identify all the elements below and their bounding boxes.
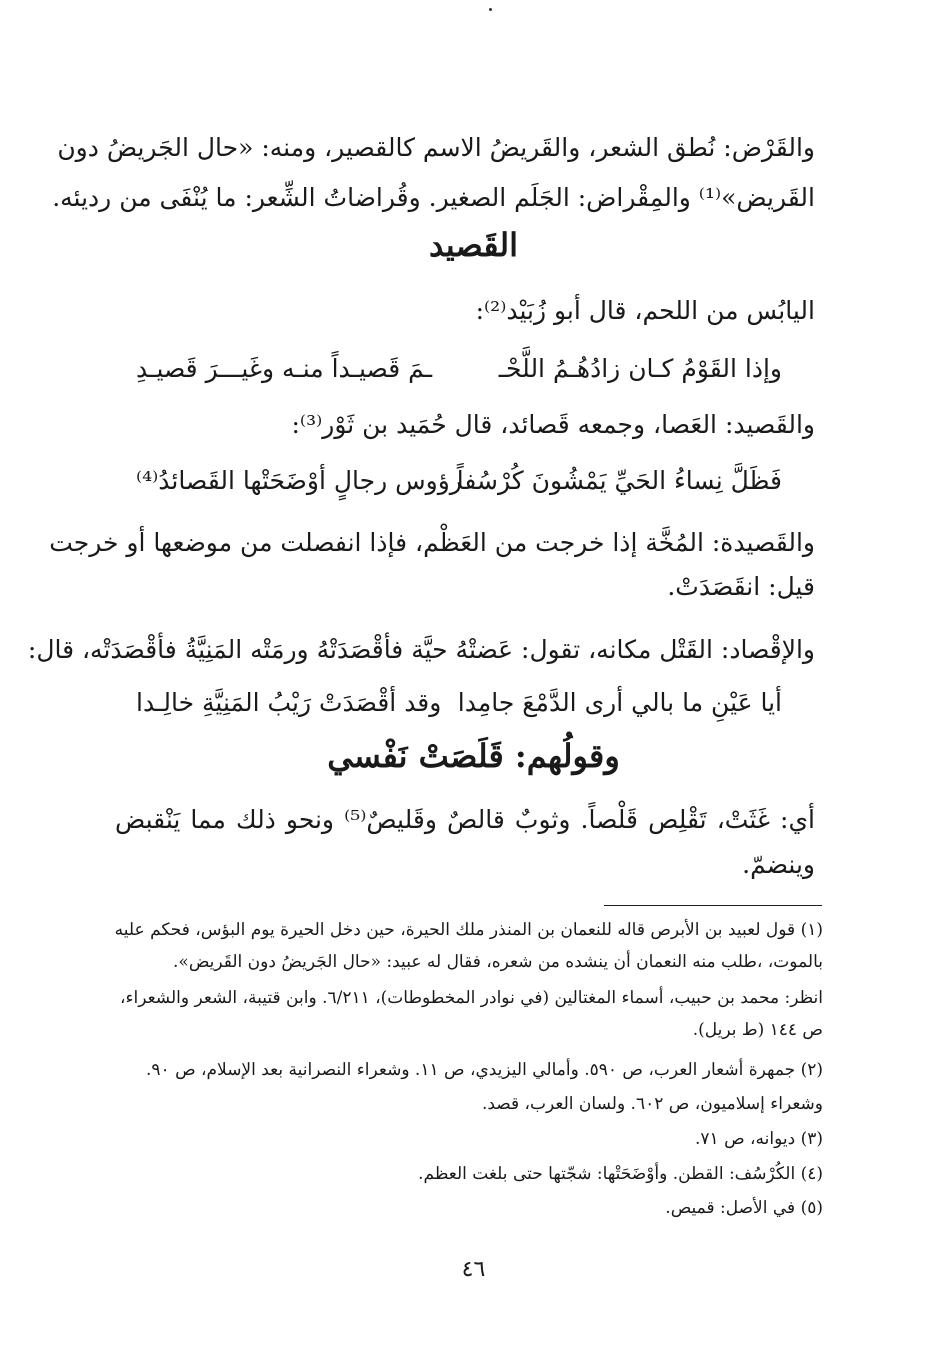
verse-1-second-hemistich: ـمَ قَصيـداً منـه وغَيـــرَ قَصيـدِ <box>136 354 433 383</box>
footnote-4: (٤) الكُرْسُف: القطن. وأوْضَحَتْها: شجّتها حتى بلغت العظم. <box>418 1164 823 1184</box>
verse-1-first-hemistich: وإذا القَوْمُ كـان زادُهُـمُ اللَّحْـ <box>498 354 782 383</box>
paragraph-asa: والقَصيد: العَصا، وجمعه قَصائد، قال حُمَيد بن ثَوْر⁽³⁾: <box>291 410 815 439</box>
paragraph-mukhkha-line-1: والقَصيدة: المُخَّة إذا خرجت من العَظْم، فإذا انفصلت من موضعها أو خرجت <box>49 528 815 557</box>
footnote-2-line-2: وشعراء إسلاميون، ص ٦٠٢. ولسان العرب، قصد. <box>481 1094 823 1114</box>
paragraph-ghathat-line-1: أي: غَثَتْ، تَقْلِص قَلْصاً. وثوبٌ قالصٌ وقَليصٌ⁽⁵⁾ ونحو ذلك مما يَنْقبض <box>115 805 815 834</box>
paragraph-yabis: اليابُس من اللحم، قال أبو زُبَيْد⁽²⁾: <box>475 296 815 325</box>
footnote-5: (٥) في الأصل: قميص. <box>665 1198 823 1218</box>
page-number: ٤٦ <box>461 1257 486 1282</box>
footnote-1-line-1: (١) قول لعبيد بن الأبرص قاله للنعمان بن المنذر ملك الحيرة، حين دخل الحيرة يوم البؤس، فحكم عليه <box>114 920 823 940</box>
heading-qasid: القَصيد <box>428 226 519 264</box>
verse-3-first-hemistich: أيا عَيْنِ ما بالي أرى الدَّمْعَ جامِدا <box>457 688 782 717</box>
top-mark <box>489 8 492 11</box>
paragraph-iqsad: والإقْصاد: القَتْل مكانه، تقول: عَضتْهُ حيَّة فأقْصَدَتْهُ ورمَتْه المَنِيَّةُ فأقْصَدَتْه، قال: <box>27 635 815 664</box>
footnote-separator <box>604 905 822 906</box>
footnote-2-line-1: (٢) جمهرة أشعار العرب، ص ٥٩٠. وأمالي اليزيدي، ص ١١. وشعراء النصرانية بعد الإسلام، ص ٩٠. <box>146 1060 823 1080</box>
footnote-1-line-3: انظر: محمد بن حبيب، أسماء المغتالين (في نوادر المخطوطات)، ٦/٢١١. وابن قتيبة، الشعر والشعراء، <box>120 988 823 1008</box>
paragraph-mukhkha-line-2: قيل: انقَصَدَتْ. <box>667 572 815 601</box>
verse-3-second-hemistich: وقد أقْصَدَتْ رَيْبُ المَنِيَّةِ خالِـدا <box>136 688 442 717</box>
verse-2-second-hemistich: رؤوس رجالٍ أوْضَحَتْها القَصائدُ⁽⁴⁾ <box>136 466 462 495</box>
footnote-1-line-4: ص ١٤٤ (ط بريل). <box>692 1020 823 1040</box>
footnote-1-line-2: بالموت، ،طلب منه النعمان أن ينشده من شعره، فقال له عبيد: «حال الجَريضُ دون القَريض». <box>173 952 823 972</box>
heading-qalasat-nafsi: وقولُهم: قَلَصَتْ نَفْسي <box>327 737 620 775</box>
paragraph-qard-line-2: القَريض»⁽¹⁾ والمِقْراض: الجَلَم الصغير. وقُراضاتُ الشِّعر: ما يُنْفَى من رديئه. <box>52 183 815 212</box>
footnote-3: (٣) ديوانه، ص ٧١. <box>695 1129 823 1149</box>
paragraph-ghathat-line-2: وينضمّ. <box>742 850 815 879</box>
verse-2-first-hemistich: فَظَلَّ نِساءُ الحَيِّ يَمْشُونَ كُرْسُفاً <box>456 466 782 495</box>
paragraph-qard-line-1: والقَرْض: نُطق الشعر، والقَريضُ الاسم كالقصير، ومنه: «حال الجَريضُ دون <box>57 133 815 162</box>
